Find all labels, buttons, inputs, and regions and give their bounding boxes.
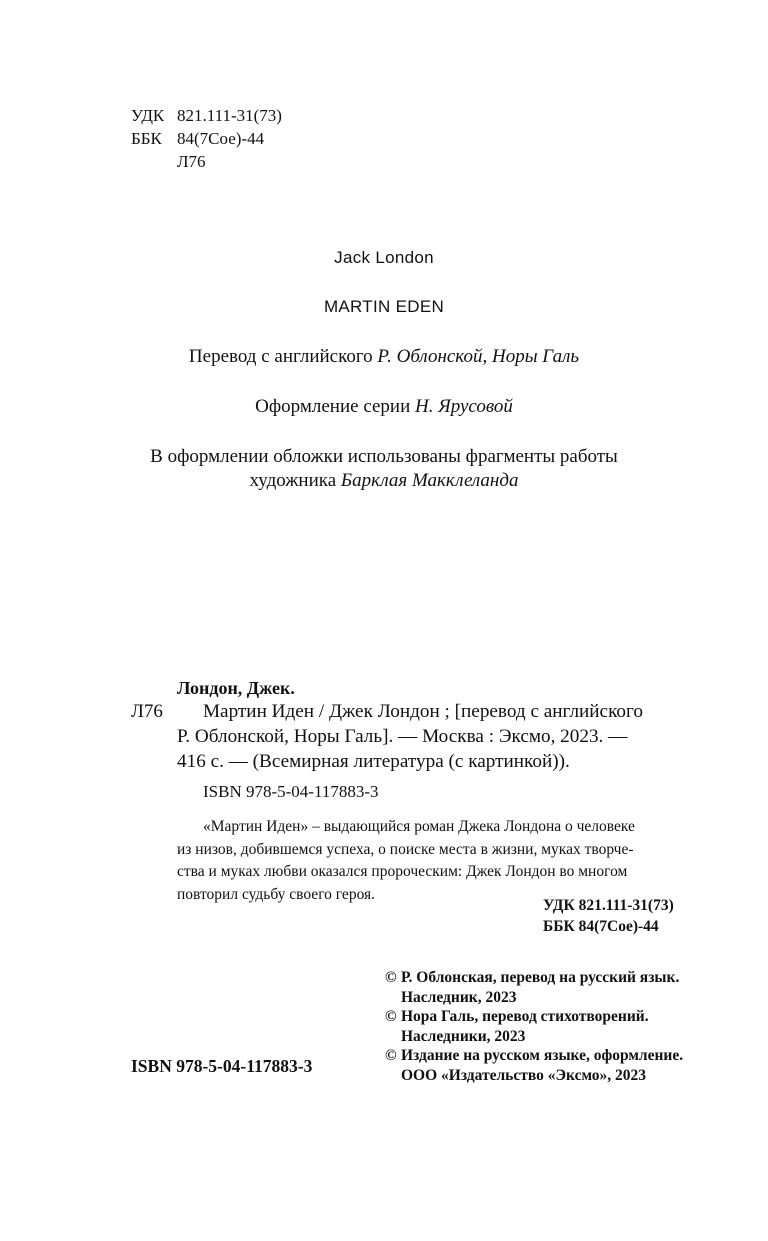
bibliographic-description bbox=[177, 699, 643, 774]
udk-bottom: УДК 821.111-31(73) bbox=[543, 897, 674, 914]
copyright-1-line2: Наследник, 2023 bbox=[401, 988, 517, 1006]
biblio-line-3: 416 с. — (Всемирная литература (с картинкой)). bbox=[177, 751, 570, 772]
copyright-3-line2: ООО «Издательство «Эксмо», 2023 bbox=[401, 1066, 647, 1084]
author-sign-row bbox=[131, 150, 282, 173]
cover-note-line1: В оформлении обложки использованы фрагменты работы bbox=[150, 446, 618, 467]
udk-value: 821.111-31(73) bbox=[177, 106, 282, 125]
copyright-2-line1: Нора Галь, перевод стихотворений. bbox=[401, 1008, 649, 1025]
copyright-symbol: © bbox=[385, 1047, 397, 1064]
cover-artist: Барклая Макклеланда bbox=[340, 470, 519, 491]
original-title: MARTIN EDEN bbox=[323, 297, 445, 316]
bbk-bottom: ББК 84(7Сое)-44 bbox=[543, 918, 659, 935]
cover-note-prefix: художника bbox=[249, 470, 337, 491]
annotation-line-2: из низов, добившемся успеха, о поиске места в жизни, муках творче- bbox=[177, 840, 634, 858]
annotation-line-3: ства и муках любви оказался пророческим: Джек Лондон во многом bbox=[177, 863, 628, 880]
udk-row bbox=[131, 104, 282, 127]
catalog-author-sign: Л76 bbox=[131, 701, 163, 722]
classification-codes-bottom bbox=[543, 895, 674, 937]
annotation-line-4: повторил судьбу своего героя. bbox=[177, 885, 376, 903]
bbk-label: ББК bbox=[131, 129, 162, 148]
udk-label: УДК bbox=[131, 106, 165, 125]
series-design-prefix: Оформление серии bbox=[255, 396, 411, 417]
isbn-bottom: ISBN 978-5-04-117883-3 bbox=[131, 1056, 313, 1076]
author-sign: Л76 bbox=[177, 152, 206, 171]
series-design-credit bbox=[0, 396, 768, 418]
copyright-2-line2: Наследники, 2023 bbox=[401, 1027, 526, 1045]
copyright-1-line1: Р. Облонская, перевод на русский язык. bbox=[401, 969, 680, 986]
biblio-line-2: Р. Облонской, Норы Галь]. — Москва : Эксмо, 2023. — bbox=[177, 726, 628, 747]
copyright-3 bbox=[385, 1046, 683, 1085]
cover-note-line2 bbox=[0, 470, 768, 492]
copyright-notices bbox=[385, 968, 683, 1085]
copyright-symbol: © bbox=[385, 1008, 397, 1025]
translators: Р. Облонской, Норы Галь bbox=[377, 346, 580, 367]
copyright-1 bbox=[385, 968, 683, 1007]
classification-codes-top bbox=[131, 104, 282, 173]
copyright-3-line1: Издание на русском языке, оформление. bbox=[401, 1047, 684, 1064]
original-author: Jack London bbox=[334, 248, 434, 267]
copyright-2 bbox=[385, 1007, 683, 1046]
translation-credit bbox=[0, 346, 768, 368]
annotation bbox=[177, 816, 690, 906]
copyright-symbol: © bbox=[385, 969, 397, 986]
translation-prefix: Перевод с английского bbox=[188, 346, 373, 367]
annotation-line-1: «Мартин Иден» – выдающийся роман Джека Лондона о человеке bbox=[203, 818, 635, 835]
bbk-row bbox=[131, 127, 282, 150]
biblio-line-1: Мартин Иден / Джек Лондон ; [перевод с английского bbox=[203, 701, 643, 722]
bbk-value: 84(7Сое)-44 bbox=[177, 129, 265, 148]
catalog-isbn: ISBN 978-5-04-117883-3 bbox=[203, 782, 379, 801]
series-designer: Н. Ярусовой bbox=[415, 396, 513, 417]
author-heading: Лондон, Джек. bbox=[177, 678, 295, 698]
